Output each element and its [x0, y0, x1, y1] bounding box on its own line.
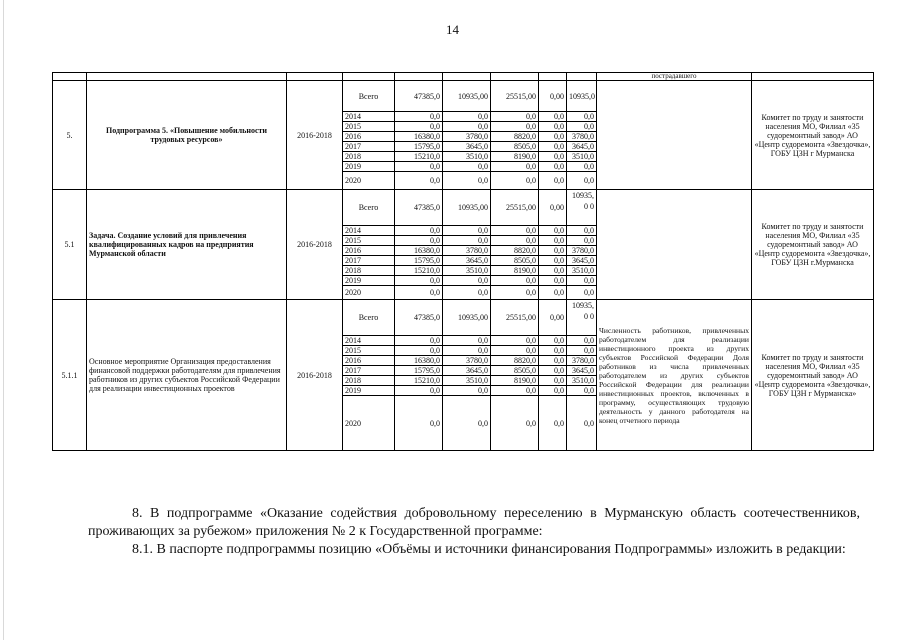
- year-value: 15210,0: [395, 266, 443, 276]
- block-total-row: [53, 190, 874, 226]
- top-fragment-cell: пострадавшего: [597, 73, 752, 81]
- year-label: 2019: [343, 162, 395, 172]
- year-value: 8505,0: [491, 256, 539, 266]
- total-value: 10935,0: [567, 81, 597, 112]
- year-label: 2020: [343, 286, 395, 300]
- year-value: 0,0: [567, 162, 597, 172]
- year-label: 2016: [343, 356, 395, 366]
- year-value: 0,0: [395, 386, 443, 396]
- year-value: 15795,0: [395, 142, 443, 152]
- indicator-text: [597, 190, 752, 300]
- year-value: 0,0: [539, 112, 567, 122]
- year-value: 3780,0: [567, 356, 597, 366]
- year-value: 0,0: [491, 396, 539, 451]
- year-value: 0,0: [491, 336, 539, 346]
- year-value: 8505,0: [491, 142, 539, 152]
- year-value: 8505,0: [491, 366, 539, 376]
- year-value: 15210,0: [395, 376, 443, 386]
- year-value: 0,0: [395, 276, 443, 286]
- item-number: 5.: [53, 81, 87, 190]
- year-value: 3645,0: [567, 366, 597, 376]
- year-label: 2017: [343, 366, 395, 376]
- item-number: 5.1: [53, 190, 87, 300]
- year-value: 0,0: [539, 336, 567, 346]
- year-label: 2015: [343, 346, 395, 356]
- year-value: 3780,0: [567, 246, 597, 256]
- year-value: 0,0: [443, 336, 491, 346]
- year-value: 0,0: [567, 396, 597, 451]
- total-value: 47385,0: [395, 190, 443, 226]
- year-value: 3510,0: [567, 266, 597, 276]
- year-value: 0,0: [539, 266, 567, 276]
- year-value: 0,0: [443, 286, 491, 300]
- year-label: 2020: [343, 172, 395, 190]
- year-value: 15795,0: [395, 366, 443, 376]
- year-label: 2015: [343, 122, 395, 132]
- year-value: 0,0: [491, 112, 539, 122]
- year-value: 0,0: [539, 346, 567, 356]
- year-value: 0,0: [443, 172, 491, 190]
- year-value: 8820,0: [491, 246, 539, 256]
- year-value: 0,0: [539, 236, 567, 246]
- year-value: 0,0: [395, 162, 443, 172]
- item-number: 5.1.1: [53, 300, 87, 451]
- year-value: 8190,0: [491, 266, 539, 276]
- year-value: 0,0: [491, 226, 539, 236]
- executor-text: Комитет по труду и занятости населения МО, Филиал «35 судоремонтный завод» АО «Центр судоремонта «Звездочка», ГОБУ ЦЗН г.Мурманска: [752, 190, 874, 300]
- year-label: 2016: [343, 132, 395, 142]
- year-label: 2014: [343, 226, 395, 236]
- year-value: 0,0: [443, 162, 491, 172]
- year-value: 0,0: [395, 336, 443, 346]
- year-value: 8190,0: [491, 152, 539, 162]
- executor-text: Комитет по труду и занятости населения МО, Филиал «35 судоремонтный завод» АО «Центр судоремонта «Звездочка», ГОБУ ЦЗН г Мурманска»: [752, 300, 874, 451]
- year-value: 3645,0: [567, 256, 597, 266]
- executor-text: Комитет по труду и занятости населения МО, Филиал «35 судоремонтный завод» АО «Центр судоремонта «Звездочка», ГОБУ ЦЗН г Мурманска: [752, 81, 874, 190]
- paragraph-8: 8. В подпрограмме «Оказание содействия добровольному переселению в Мурманскую область соотечественников, проживающих за рубежом» приложения № 2 к Государственной программе:: [88, 506, 860, 539]
- year-value: 0,0: [539, 276, 567, 286]
- year-value: 0,0: [567, 286, 597, 300]
- financing-table: [52, 72, 874, 451]
- year-value: 0,0: [395, 172, 443, 190]
- year-label: 2016: [343, 246, 395, 256]
- year-value: 0,0: [539, 256, 567, 266]
- year-label: 2018: [343, 152, 395, 162]
- year-label: 2020: [343, 396, 395, 451]
- year-value: 3510,0: [443, 266, 491, 276]
- year-value: 15795,0: [395, 256, 443, 266]
- year-value: 3645,0: [443, 366, 491, 376]
- year-value: 3510,0: [443, 376, 491, 386]
- year-label: 2018: [343, 376, 395, 386]
- year-value: 3645,0: [567, 142, 597, 152]
- total-value: 10935,00: [443, 81, 491, 112]
- total-label: Всего: [343, 81, 395, 112]
- year-value: 0,0: [491, 386, 539, 396]
- year-value: 0,0: [443, 226, 491, 236]
- year-value: 0,0: [395, 286, 443, 300]
- year-value: 0,0: [443, 386, 491, 396]
- year-value: 0,0: [567, 226, 597, 236]
- year-value: 0,0: [539, 396, 567, 451]
- year-value: 0,0: [567, 172, 597, 190]
- total-value: 25515,00: [491, 81, 539, 112]
- total-value: 25515,00: [491, 300, 539, 336]
- year-value: 0,0: [395, 396, 443, 451]
- year-value: 0,0: [395, 112, 443, 122]
- year-value: 0,0: [539, 246, 567, 256]
- year-value: 0,0: [539, 386, 567, 396]
- total-label: Всего: [343, 190, 395, 226]
- total-value: 10935,00: [443, 190, 491, 226]
- year-value: 0,0: [539, 152, 567, 162]
- year-value: 0,0: [567, 386, 597, 396]
- item-name: Подпрограмма 5. «Повышение мобильности трудовых ресурсов»: [87, 81, 287, 190]
- page-number: 14: [446, 22, 459, 37]
- year-value: 0,0: [539, 162, 567, 172]
- year-value: 0,0: [539, 132, 567, 142]
- item-name: Основное мероприятие Организация предоставления финансовой поддержки работодателям для привлечения работников из других субъектов Российской Федерации для реализации инвестиционных проектов: [87, 300, 287, 451]
- year-value: 0,0: [491, 346, 539, 356]
- year-value: 0,0: [443, 276, 491, 286]
- year-value: 0,0: [443, 122, 491, 132]
- year-value: 0,0: [491, 172, 539, 190]
- year-value: 0,0: [443, 112, 491, 122]
- year-value: 0,0: [539, 172, 567, 190]
- year-value: 0,0: [567, 346, 597, 356]
- item-period: 2016-2018: [287, 300, 343, 451]
- year-label: 2017: [343, 256, 395, 266]
- year-value: 0,0: [491, 122, 539, 132]
- year-value: 8820,0: [491, 356, 539, 366]
- block-total-row: [53, 81, 874, 112]
- year-value: 0,0: [539, 226, 567, 236]
- block-total-row: [53, 300, 874, 336]
- year-value: 0,0: [395, 346, 443, 356]
- paragraph-8-1: 8.1. В паспорте подпрограммы позицию «Объёмы и источники финансирования Подпрограммы» изложить в редакции:: [132, 542, 846, 557]
- year-value: 0,0: [491, 236, 539, 246]
- item-name: Задача. Создание условий для привлечения квалифицированных кадров на предприятия Мурманской области: [87, 190, 287, 300]
- total-value: 0,00: [539, 190, 567, 226]
- item-period: 2016-2018: [287, 190, 343, 300]
- year-value: 0,0: [443, 396, 491, 451]
- year-value: 0,0: [567, 276, 597, 286]
- year-value: 16380,0: [395, 356, 443, 366]
- year-value: 0,0: [491, 286, 539, 300]
- year-value: 15210,0: [395, 152, 443, 162]
- year-label: 2015: [343, 236, 395, 246]
- year-label: 2019: [343, 276, 395, 286]
- year-value: 3780,0: [567, 132, 597, 142]
- year-value: 0,0: [491, 162, 539, 172]
- year-value: 0,0: [567, 236, 597, 246]
- year-value: 16380,0: [395, 132, 443, 142]
- year-label: 2019: [343, 386, 395, 396]
- year-value: 3510,0: [567, 152, 597, 162]
- year-value: 0,0: [539, 366, 567, 376]
- year-value: 0,0: [395, 236, 443, 246]
- year-value: 3645,0: [443, 256, 491, 266]
- total-value: 47385,0: [395, 81, 443, 112]
- year-label: 2014: [343, 336, 395, 346]
- total-value: 10935,0 0: [567, 300, 597, 336]
- scan-edge: [3, 0, 4, 640]
- year-label: 2018: [343, 266, 395, 276]
- year-value: 0,0: [567, 336, 597, 346]
- year-value: 0,0: [567, 112, 597, 122]
- total-value: 47385,0: [395, 300, 443, 336]
- year-value: 3510,0: [567, 376, 597, 386]
- total-value: 10935,0 0: [567, 190, 597, 226]
- year-value: 3780,0: [443, 246, 491, 256]
- indicator-text: Численность работников, привлеченных работодателем для реализации инвестиционного проекта из других субъектов Российской Федерации Доля работников из числа привлеченных работодателем из других субъектов Российской Федерации для реализации инвестиционных проектов, включенных в программу, осуществляющих трудовую деятельность у данного работодателя на конец отчетного периода: [597, 300, 752, 451]
- year-value: 8190,0: [491, 376, 539, 386]
- year-value: 8820,0: [491, 132, 539, 142]
- year-label: 2017: [343, 142, 395, 152]
- year-value: 0,0: [539, 286, 567, 300]
- year-label: 2014: [343, 112, 395, 122]
- year-value: 0,0: [539, 356, 567, 366]
- year-value: 3780,0: [443, 356, 491, 366]
- table-top-row: [53, 73, 874, 81]
- year-value: 0,0: [395, 122, 443, 132]
- total-label: Всего: [343, 300, 395, 336]
- year-value: 16380,0: [395, 246, 443, 256]
- year-value: 3645,0: [443, 142, 491, 152]
- total-value: 0,00: [539, 300, 567, 336]
- year-value: 3780,0: [443, 132, 491, 142]
- year-value: 0,0: [443, 236, 491, 246]
- year-value: 0,0: [539, 122, 567, 132]
- total-value: 0,00: [539, 81, 567, 112]
- year-value: 0,0: [567, 122, 597, 132]
- total-value: 25515,00: [491, 190, 539, 226]
- year-value: 0,0: [539, 376, 567, 386]
- year-value: 0,0: [491, 276, 539, 286]
- year-value: 0,0: [539, 142, 567, 152]
- year-value: 3510,0: [443, 152, 491, 162]
- table-body: [53, 73, 874, 451]
- total-value: 10935,00: [443, 300, 491, 336]
- year-value: 0,0: [395, 226, 443, 236]
- year-value: 0,0: [443, 346, 491, 356]
- item-period: 2016-2018: [287, 81, 343, 190]
- indicator-text: [597, 81, 752, 190]
